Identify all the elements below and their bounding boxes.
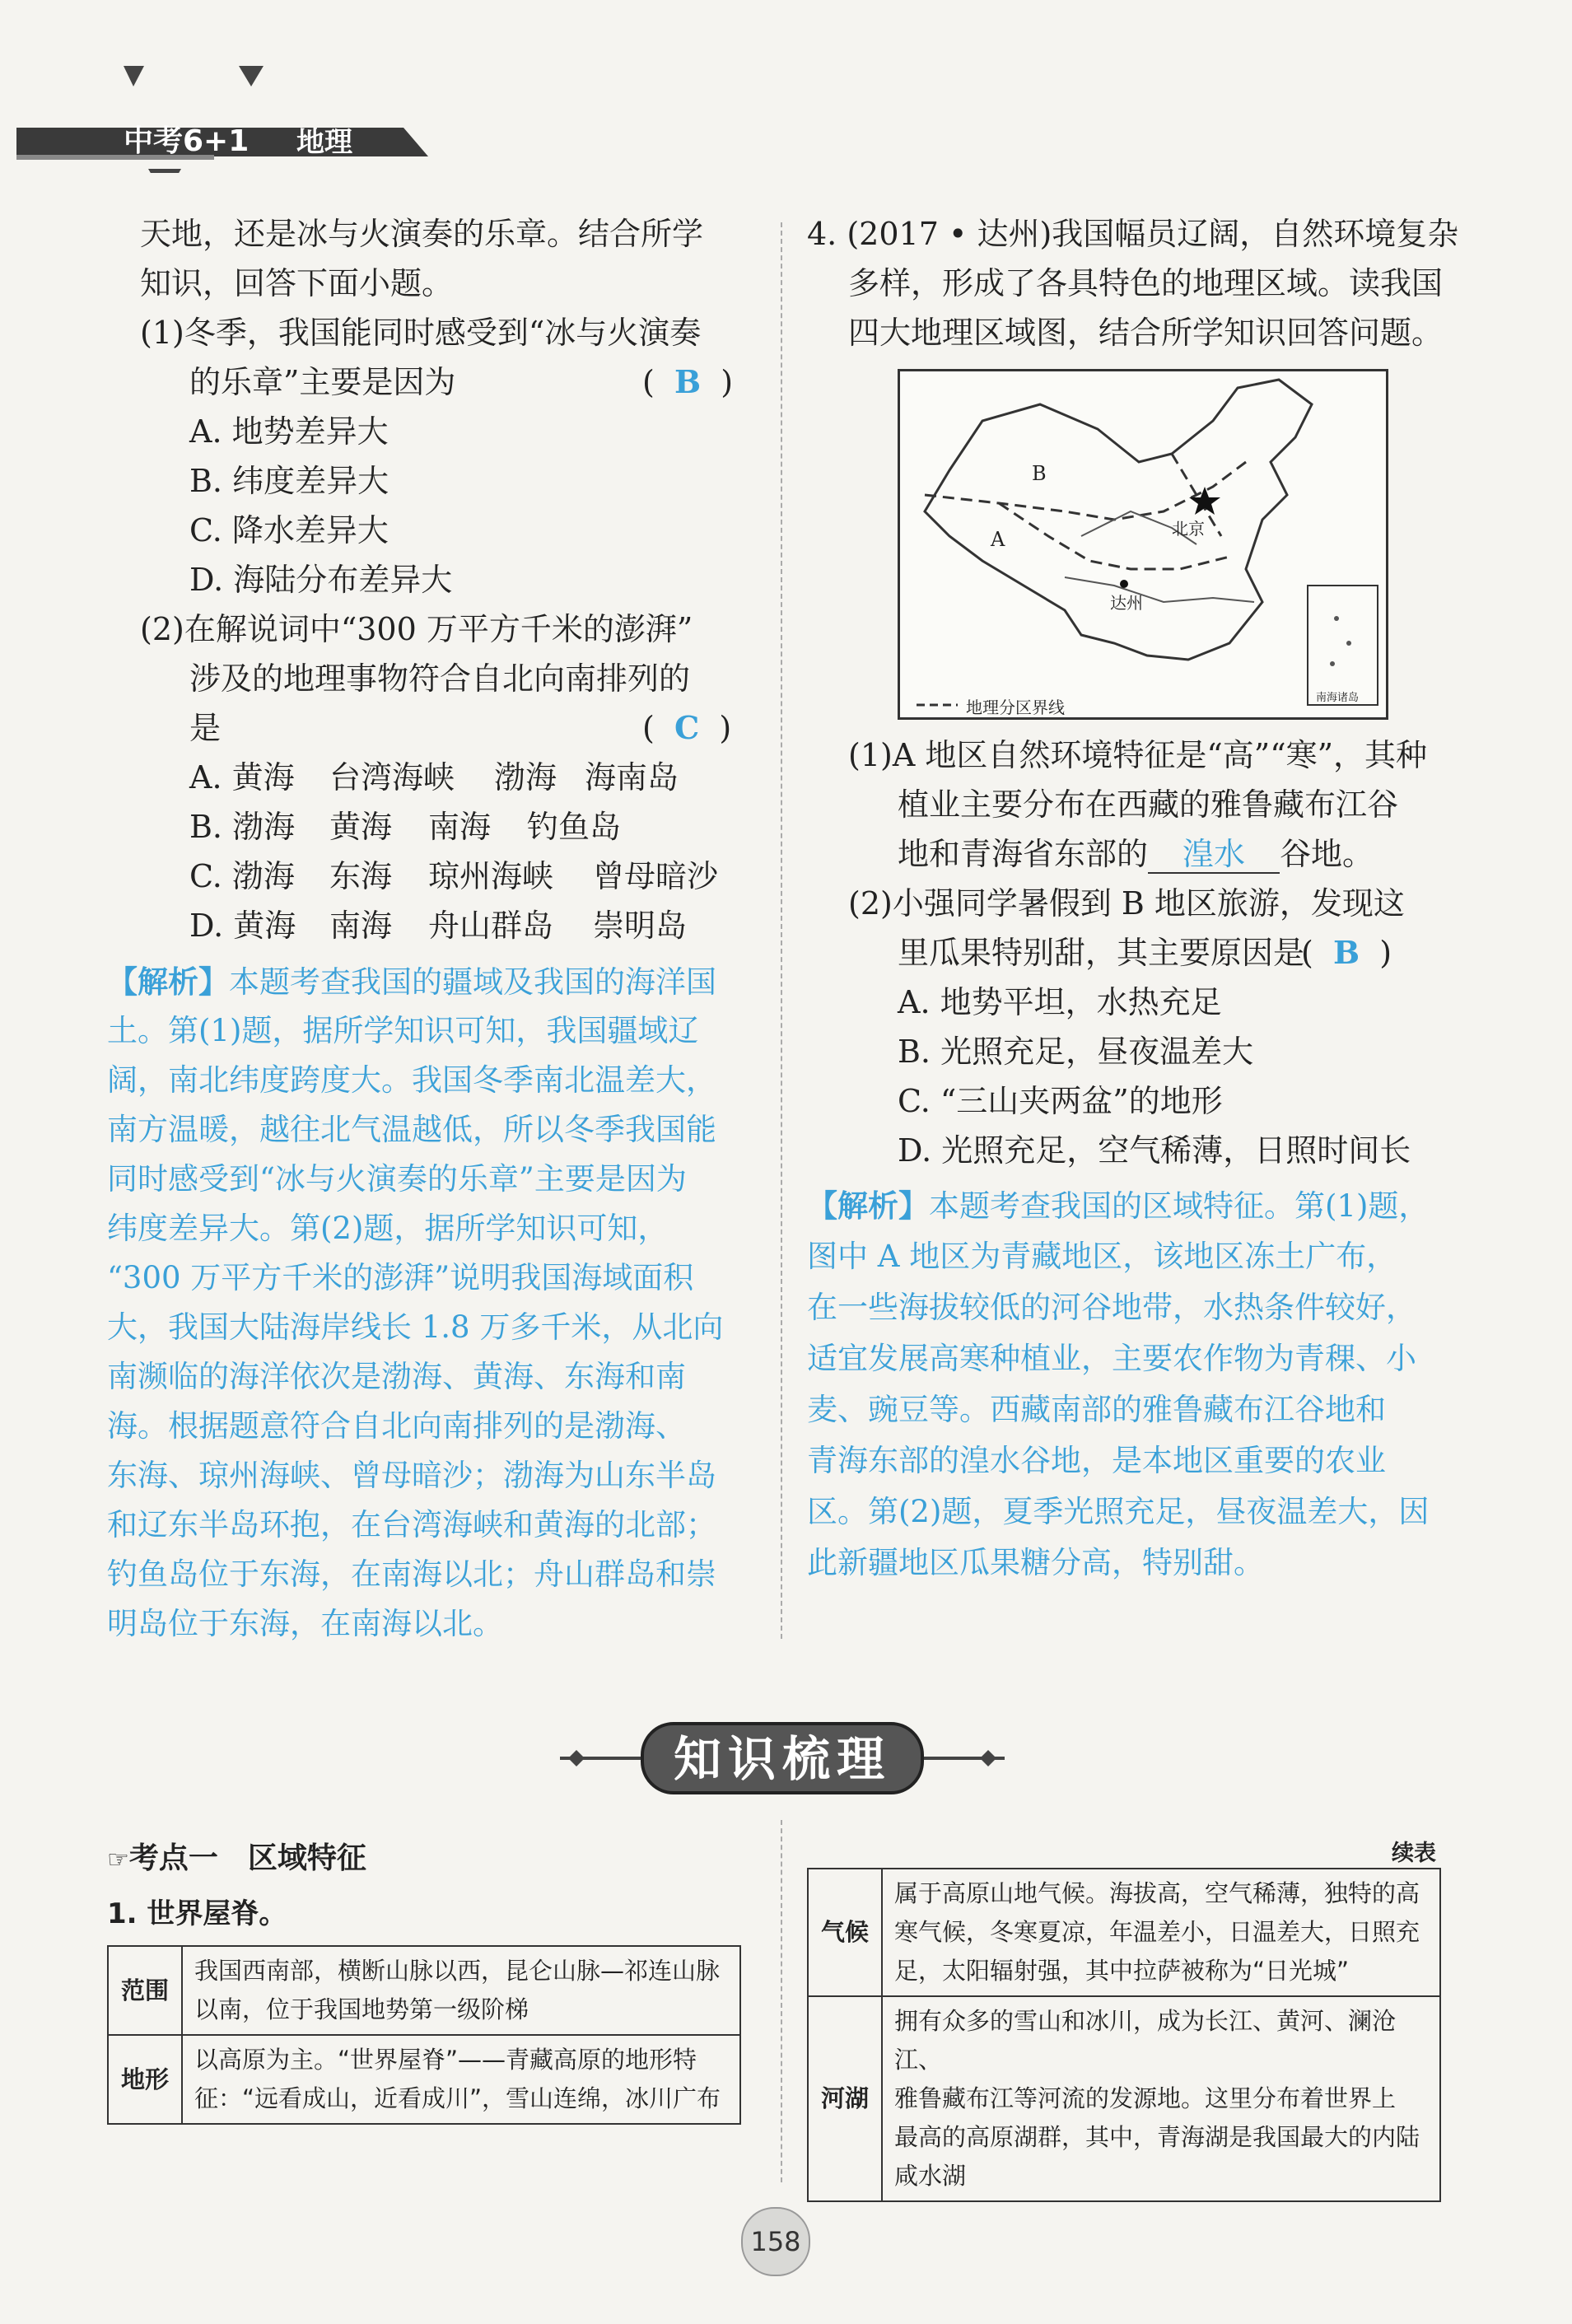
right-analysis-text-0: 本题考查我国的区域特征。第(1)题， xyxy=(929,1188,1430,1224)
table-head-climate: 气候 xyxy=(808,1869,882,1996)
map-label-b: B xyxy=(1032,462,1047,485)
table-left xyxy=(107,1945,741,2125)
sub1-post: 谷地。 xyxy=(1280,836,1374,872)
range-line-1: 以南，位于我国地势第一级阶梯 xyxy=(194,1995,529,2023)
q2-c-2: 琼州海峡 xyxy=(428,858,554,894)
q2-answer-bracket: ( C ) xyxy=(642,709,732,746)
range-line-0: 我国西南部，横断山脉以西，昆仑山脉—祁连山脉 xyxy=(194,1957,721,1985)
hand-pointer-icon: ☞ xyxy=(107,1846,129,1874)
sub2-option-a: A. 地势平坦，水热充足 xyxy=(898,984,1222,1020)
q2-stem-0: (2)在解说词中“300 万平方千米的澎湃” xyxy=(140,611,693,647)
sub2-line-1: 里瓜果特别甜，其主要原因是 xyxy=(898,935,1305,971)
china-outline xyxy=(925,380,1312,660)
sub2-answer-bracket: ( B ) xyxy=(1301,934,1392,971)
left-analysis-line-9: 海。根据题意符合自北向南排列的是渤海、 xyxy=(107,1408,686,1444)
table-row xyxy=(808,1996,1440,2201)
left-analysis-line-1: 土。第(1)题，据所学知识可知，我国疆域辽 xyxy=(107,1013,699,1048)
page-number: 158 xyxy=(750,2226,801,2257)
q2-option-a xyxy=(189,759,679,796)
table-right xyxy=(807,1868,1441,2202)
rivers-line-3: 咸水湖 xyxy=(894,2162,967,2190)
right-analysis-line-0 xyxy=(807,1188,1429,1225)
point-title-text: 考点一 区域特征 xyxy=(128,1841,366,1875)
right-analysis-line-1: 图中 A 地区为青藏地区，该地区冻土广布， xyxy=(807,1239,1397,1274)
right-analysis-line-6: 区。第(2)题，夏季光照充足，昼夜温差大，因 xyxy=(807,1494,1430,1529)
sub1-line-1: 植业主要分布在西藏的雅鲁藏布江谷 xyxy=(898,786,1399,823)
left-analysis-line-7: 大，我国大陆海岸线长 1.8 万多千米，从北向 xyxy=(107,1309,724,1345)
header xyxy=(16,49,428,173)
q1-answer-bracket: ( B ) xyxy=(642,363,734,400)
table-row xyxy=(108,1946,740,2035)
q2-c-0: C. 渤海 xyxy=(189,858,295,894)
q4-line-2: 四大地理区域图，结合所学知识回答问题。 xyxy=(848,315,1444,351)
column-divider xyxy=(781,222,782,1639)
right-analysis-line-3: 适宜发展高寒种植业，主要农作物为青稞、小 xyxy=(807,1341,1416,1376)
q4-line-0: 4. (2017 • 达州)我国幅员辽阔，自然环境复杂 xyxy=(807,216,1459,252)
climate-line-1: 寒气候，冬寒夏凉，年温差小，日温差大，日照充 xyxy=(894,1918,1420,1946)
map-inset-label: 南海诸岛 xyxy=(1316,692,1360,704)
page-number-badge xyxy=(741,2207,810,2276)
left-analysis-line-11: 和辽东半岛环抱，在台湾海峡和黄海的北部； xyxy=(107,1507,716,1542)
sub2-option-c: C. “三山夹两盆”的地形 xyxy=(898,1083,1223,1119)
q1-option-d: D. 海陆分布差异大 xyxy=(189,562,453,598)
q1-stem-0: (1)冬季，我国能同时感受到“冰与火演奏 xyxy=(140,315,702,351)
left-analysis-text-0: 本题考查我国的疆域及我国的海洋国 xyxy=(229,964,716,1000)
table-cell-range xyxy=(182,1946,740,2035)
inset-box xyxy=(1308,586,1378,705)
left-analysis-line-0 xyxy=(107,964,716,1001)
continued-label: 续表 xyxy=(1392,1841,1436,1866)
right-analysis-line-7: 此新疆地区瓜果糖分高，特别甜。 xyxy=(807,1545,1264,1580)
q2-b-1: 黄海 xyxy=(329,809,393,845)
map-drawing xyxy=(900,371,1386,717)
q2-a-0: A. 黄海 xyxy=(189,759,295,796)
climate-line-0: 属于高原山地气候。海拔高，空气稀薄，独特的高 xyxy=(894,1879,1420,1907)
sub2-answer: B xyxy=(1332,934,1360,971)
table-cell-rivers xyxy=(882,1996,1440,2201)
sub1-fill: 湟水 xyxy=(1148,836,1280,874)
map-label-beijing: 北京 xyxy=(1172,519,1205,539)
q2-c-3: 曾母暗沙 xyxy=(593,858,719,894)
sub1-pre: 地和青海省东部的 xyxy=(898,836,1149,872)
q2-answer: C xyxy=(674,709,700,746)
subject-label: 地理 xyxy=(296,126,352,159)
q1-option-a: A. 地势差异大 xyxy=(189,413,389,450)
right-analysis-tag: 【解析】 xyxy=(807,1188,929,1224)
rivers-line-2: 最高的高原湖群，其中，青海湖是我国最大的内陆 xyxy=(894,2123,1420,2151)
terrain-line-0: 以高原为主。“世界屋脊”——青藏高原的地形特 xyxy=(194,2046,697,2074)
q2-c-1: 东海 xyxy=(329,858,393,894)
knowledge-banner xyxy=(552,1709,1013,1808)
q2-a-1: 台湾海峡 xyxy=(329,759,455,796)
sub2-option-d: D. 光照充足，空气稀薄，日照时间长 xyxy=(898,1132,1411,1169)
sub1-line-2 xyxy=(898,836,1374,874)
q4-line-1: 多样，形成了各具特色的地理区域。读我国 xyxy=(848,265,1444,301)
map-label-a: A xyxy=(991,528,1005,551)
brand-label: 中考6+1 xyxy=(124,124,250,158)
left-analysis-line-12: 钓鱼岛位于东海，在南海以北；舟山群岛和崇 xyxy=(107,1556,716,1592)
q2-option-b xyxy=(189,809,621,845)
rivers-line-0: 拥有众多的雪山和冰川，成为长江、黄河、澜沧江、 xyxy=(894,2007,1397,2074)
q2-option-c xyxy=(189,858,718,894)
map-label-dazhou: 达州 xyxy=(1110,593,1143,613)
dazhou-dot xyxy=(1120,580,1128,588)
table-row xyxy=(108,2035,740,2124)
left-analysis-line-13: 明岛位于东海，在南海以北。 xyxy=(107,1606,503,1641)
item-title: 1. 世界屋脊。 xyxy=(107,1897,287,1930)
table-cell-climate xyxy=(882,1869,1440,1996)
q2-a-3: 海南岛 xyxy=(585,759,679,796)
table-head-terrain: 地形 xyxy=(108,2035,182,2124)
banner-title: 知识梳理 xyxy=(673,1731,891,1787)
yangtze-river xyxy=(1065,577,1254,602)
q2-stem-1: 涉及的地理事物符合自北向南排列的 xyxy=(189,660,691,697)
q2-b-3: 钓鱼岛 xyxy=(527,809,622,845)
q2-d-2: 舟山群岛 xyxy=(428,908,554,944)
q1-option-b: B. 纬度差异大 xyxy=(189,463,390,499)
q2-a-2: 渤海 xyxy=(494,759,557,796)
map-legend-text: 地理分区界线 xyxy=(966,698,1065,717)
q1-answer: B xyxy=(674,363,702,400)
q1-stem-1: 的乐章”主要是因为 xyxy=(189,364,456,400)
terrain-line-1: 征：“远看成山，近看成川”，雪山连绵，冰川广布 xyxy=(194,2084,721,2112)
left-analysis-line-5: 纬度差异大。第(2)题，据所学知识可知， xyxy=(107,1211,669,1246)
table-cell-terrain xyxy=(182,2035,740,2124)
point-title xyxy=(107,1835,366,1877)
left-analysis-line-10: 东海、琼州海峡、曾母暗沙；渤海为山东半岛 xyxy=(107,1458,716,1493)
right-analysis-line-5: 青海东部的湟水谷地，是本地区重要的农业 xyxy=(807,1443,1386,1478)
table-head-rivers: 河湖 xyxy=(808,1996,882,2201)
left-analysis-line-3: 南方温暖，越往北气温越低，所以冬季我国能 xyxy=(107,1112,716,1147)
q2-d-1: 南海 xyxy=(329,908,393,944)
climate-line-2: 足，太阳辐射强，其中拉萨被称为“日光城” xyxy=(894,1957,1350,1985)
q2-option-d xyxy=(189,908,687,944)
left-analysis-line-6: “300 万平方千米的澎湃”说明我国海域面积 xyxy=(107,1260,694,1295)
left-analysis-line-8: 南濒临的海洋依次是渤海、黄海、东海和南 xyxy=(107,1359,686,1394)
right-analysis-line-4: 麦、豌豆等。西藏南部的雅鲁藏布江谷地和 xyxy=(807,1392,1386,1427)
rivers-line-1: 雅鲁藏布江等河流的发源地。这里分布着世界上 xyxy=(894,2084,1397,2112)
left-analysis-tag: 【解析】 xyxy=(107,964,229,1000)
q2-b-2: 南海 xyxy=(428,809,492,845)
q2-d-3: 崇明岛 xyxy=(593,908,688,944)
column-divider-lower xyxy=(781,1820,782,2182)
sub1-line-0: (1)A 地区自然环境特征是“高”“寒”，其种 xyxy=(848,737,1428,773)
right-analysis-line-2: 在一些海拔较低的河谷地带，水热条件较好， xyxy=(807,1290,1416,1325)
q1-option-c: C. 降水差异大 xyxy=(189,512,389,548)
left-analysis-line-2: 阔，南北纬度跨度大。我国冬季南北温差大， xyxy=(107,1062,716,1098)
q2-b-0: B. 渤海 xyxy=(189,809,296,845)
china-region-map xyxy=(898,369,1388,720)
left-analysis-line-4: 同时感受到“冰与火演奏的乐章”主要是因为 xyxy=(107,1161,687,1197)
intro-line-0: 天地，还是冰与火演奏的乐章。结合所学 xyxy=(140,216,704,252)
q2-d-0: D. 黄海 xyxy=(189,908,296,944)
table-head-range: 范围 xyxy=(108,1946,182,2035)
sub2-line-0: (2)小强同学暑假到 B 地区旅游，发现这 xyxy=(848,885,1405,922)
table-row xyxy=(808,1869,1440,1996)
sub2-option-b: B. 光照充足，昼夜温差大 xyxy=(898,1034,1254,1070)
intro-line-1: 知识，回答下面小题。 xyxy=(140,265,454,301)
q2-stem-2: 是 xyxy=(189,710,222,746)
